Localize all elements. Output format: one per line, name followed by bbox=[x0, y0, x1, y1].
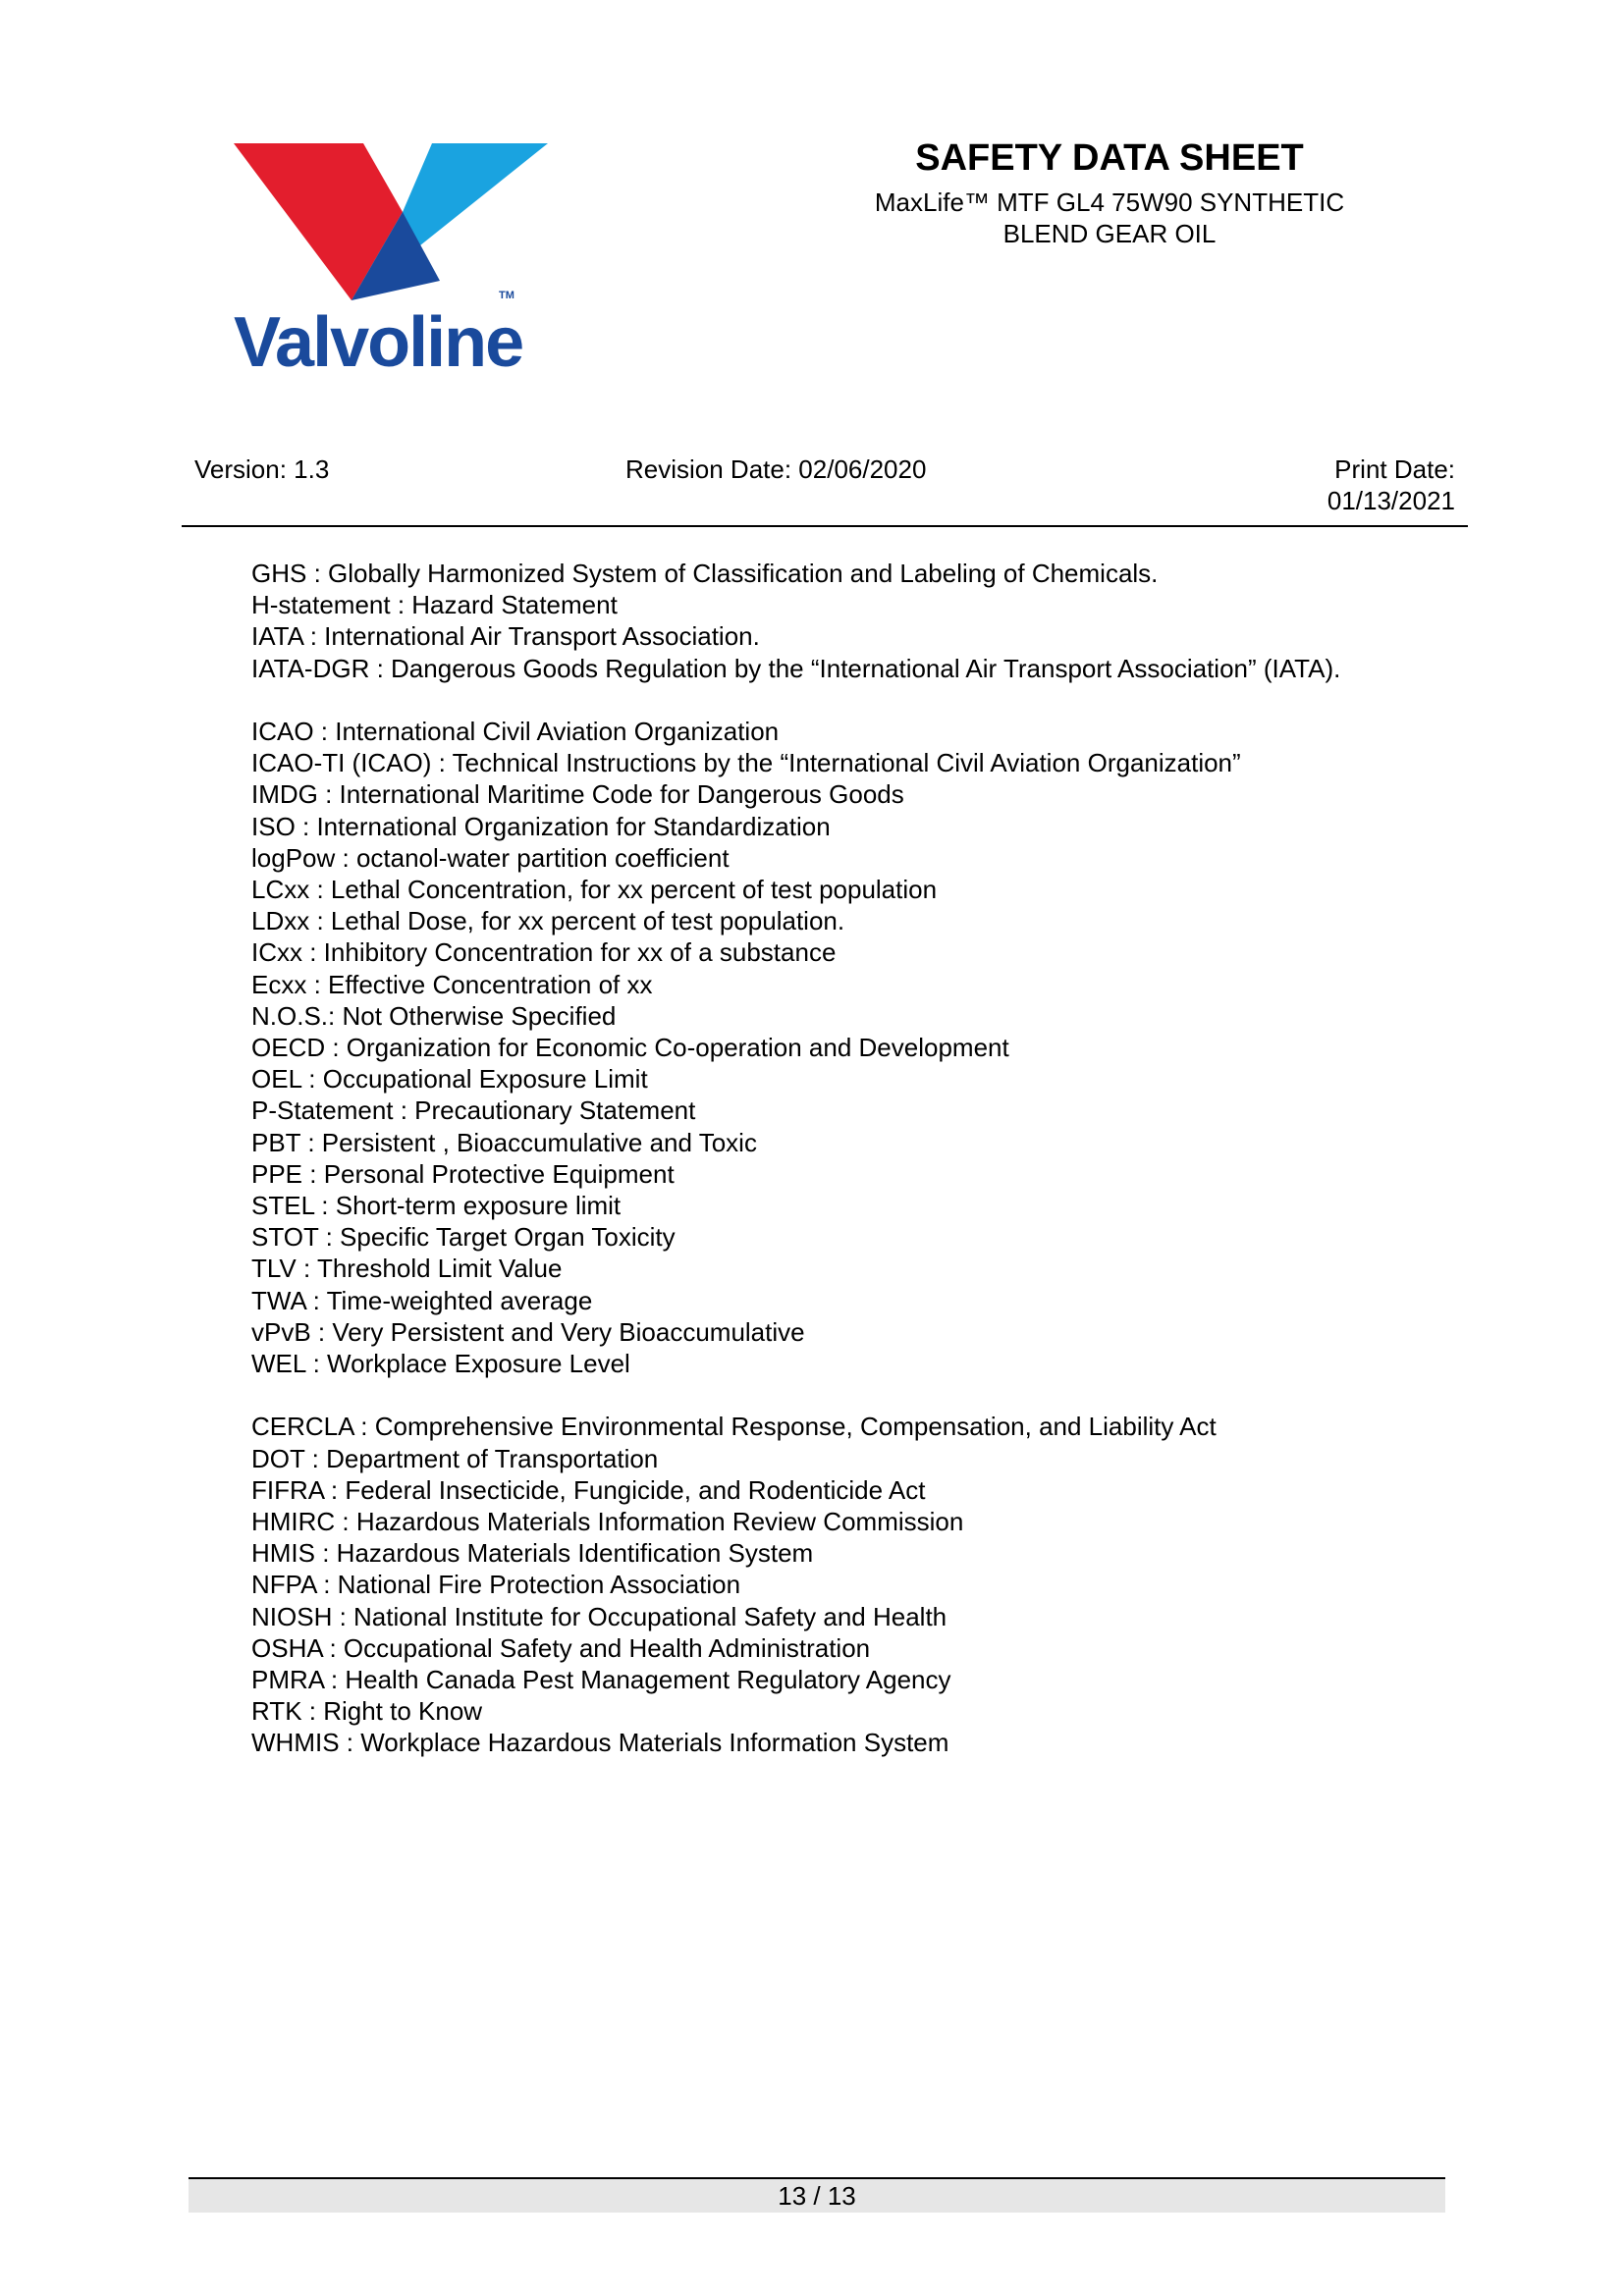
abbreviation-item: STOT : Specific Target Organ Toxicity bbox=[251, 1222, 676, 1253]
abbreviation-item: IMDG : International Maritime Code for Dangerous Goods bbox=[251, 779, 904, 810]
abbreviation-item: FIFRA : Federal Insecticide, Fungicide, and Rodenticide Act bbox=[251, 1474, 926, 1505]
valvoline-logo bbox=[187, 96, 599, 410]
abbreviation-item: logPow : octanol-water partition coefficient bbox=[251, 842, 730, 873]
abbreviation-item: OECD : Organization for Economic Co-operation and Development bbox=[251, 1033, 1009, 1063]
logo-tm-mark: TM bbox=[499, 290, 514, 301]
product-name-line-1: MaxLife™ MTF GL4 75W90 SYNTHETIC bbox=[874, 187, 1345, 217]
abbreviation-item: IATA : International Air Transport Association. bbox=[251, 621, 760, 652]
abbreviation-item: vPvB : Very Persistent and Very Bioaccumulative bbox=[251, 1316, 805, 1347]
abbreviation-item: PMRA : Health Canada Pest Management Regulatory Agency bbox=[251, 1665, 951, 1695]
abbreviation-item: WHMIS : Workplace Hazardous Materials Information System bbox=[251, 1728, 949, 1758]
revision-date: Revision Date: 02/06/2020 bbox=[625, 454, 927, 484]
abbreviation-group-2 bbox=[251, 716, 1479, 1379]
page-number: 13 / 13 bbox=[189, 2179, 1445, 2213]
print-date-value: 01/13/2021 bbox=[1326, 486, 1455, 515]
abbreviation-item: TLV : Threshold Limit Value bbox=[251, 1254, 563, 1284]
abbreviation-item: LDxx : Lethal Dose, for xx percent of test population. bbox=[251, 906, 845, 936]
abbreviation-item: Ecxx : Effective Concentration of xx bbox=[251, 969, 653, 999]
version-label: Version: 1.3 bbox=[194, 454, 330, 484]
document-title: SAFETY DATA SHEET bbox=[915, 137, 1304, 179]
abbreviation-item: CERCLA : Comprehensive Environmental Response, Compensation, and Liability Act bbox=[251, 1412, 1217, 1442]
abbreviation-item: STEL : Short-term exposure limit bbox=[251, 1191, 622, 1221]
abbreviation-item: P-Statement : Precautionary Statement bbox=[251, 1095, 696, 1126]
abbreviation-item: OSHA : Occupational Safety and Health Administration bbox=[251, 1632, 871, 1663]
print-date-label: Print Date: bbox=[1334, 454, 1455, 484]
abbreviation-item: NFPA : National Fire Protection Association bbox=[251, 1570, 741, 1600]
abbreviation-item: NIOSH : National Institute for Occupational Safety and Health bbox=[251, 1601, 947, 1631]
abbreviation-item: DOT : Department of Transportation bbox=[251, 1443, 659, 1473]
abbreviation-list bbox=[251, 558, 1479, 1790]
abbreviation-group-3 bbox=[251, 1411, 1479, 1758]
product-name bbox=[815, 187, 1404, 249]
abbreviation-item: HMIRC : Hazardous Materials Information Review Commission bbox=[251, 1507, 964, 1537]
header-divider bbox=[182, 525, 1468, 527]
abbreviation-item: OEL : Occupational Exposure Limit bbox=[251, 1064, 648, 1095]
abbreviation-item: TWA : Time-weighted average bbox=[251, 1285, 593, 1315]
abbreviation-group-1 bbox=[251, 558, 1479, 684]
abbreviation-item: ICAO : International Civil Aviation Organization bbox=[251, 717, 780, 746]
abbreviation-item: WEL : Workplace Exposure Level bbox=[251, 1349, 630, 1379]
abbreviation-item: IATA-DGR : Dangerous Goods Regulation by the “International Air Transport Association” (IATA). bbox=[251, 653, 1341, 683]
print-date bbox=[1327, 454, 1455, 516]
abbreviation-item: RTK : Right to Know bbox=[251, 1696, 483, 1727]
abbreviation-item: PPE : Personal Protective Equipment bbox=[251, 1158, 675, 1189]
abbreviation-item: ISO : International Organization for Standardization bbox=[251, 811, 831, 841]
abbreviation-item: GHS : Globally Harmonized System of Classification and Labeling of Chemicals. bbox=[251, 559, 1159, 588]
valvoline-v-mark-icon bbox=[187, 96, 599, 312]
logo-wordmark: Valvoline bbox=[234, 303, 523, 382]
abbreviation-item: ICxx : Inhibitory Concentration for xx of a substance bbox=[251, 937, 837, 968]
abbreviation-item: LCxx : Lethal Concentration, for xx percent of test population bbox=[251, 875, 938, 905]
abbreviation-item: HMIS : Hazardous Materials Identification System bbox=[251, 1538, 814, 1569]
abbreviation-item: N.O.S.: Not Otherwise Specified bbox=[251, 1000, 617, 1031]
abbreviation-item: PBT : Persistent , Bioaccumulative and Toxic bbox=[251, 1127, 757, 1157]
abbreviation-item: ICAO-TI (ICAO) : Technical Instructions by the “International Civil Aviation Organization” bbox=[251, 748, 1241, 778]
abbreviation-item: H-statement : Hazard Statement bbox=[251, 590, 618, 620]
product-name-line-2: BLEND GEAR OIL bbox=[1002, 219, 1217, 248]
